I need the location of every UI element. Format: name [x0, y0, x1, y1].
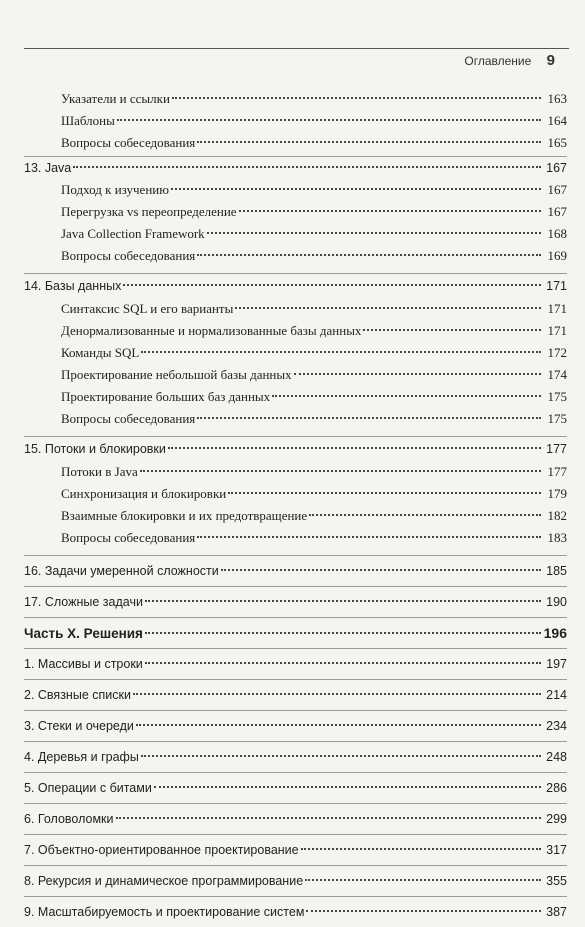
chapter-page: 185 [546, 564, 567, 578]
toc-entry [24, 408, 567, 430]
dot-leader [239, 209, 541, 212]
entry-page: 182 [547, 508, 567, 523]
dot-leader [306, 909, 541, 912]
entry-page: 167 [547, 182, 567, 197]
dot-leader [197, 416, 541, 419]
dot-leader [133, 692, 541, 695]
entry-page: 169 [547, 248, 567, 263]
entry-page: 167 [547, 204, 567, 219]
chapter-page: 299 [546, 812, 567, 826]
chapter-title: 8. Рекурсия и динамическое программирование [24, 874, 304, 888]
dot-leader [272, 394, 541, 397]
entry-page: 174 [547, 367, 567, 382]
dot-leader [228, 491, 541, 494]
chapter-title: 14. Базы данных [24, 279, 122, 293]
entry-title: Денормализованные и нормализованные базы данных [61, 323, 362, 338]
page-number: 9 [546, 52, 555, 69]
toc-entry [24, 320, 567, 342]
entry-page: 165 [547, 135, 567, 150]
chapter-title: 5. Операции с битами [24, 781, 152, 795]
dot-leader [171, 187, 541, 190]
chapter-title: 1. Массивы и строки [24, 657, 143, 671]
toc-chapter [24, 741, 567, 772]
chapter-title: 3. Стеки и очереди [24, 719, 134, 733]
chapter-page: 355 [546, 874, 567, 888]
entry-page: 177 [547, 464, 567, 479]
chapter-page: 248 [546, 750, 567, 764]
toc-entry [24, 179, 567, 201]
chapter-page: 234 [546, 719, 567, 733]
entry-title: Синтаксис SQL и его варианты [61, 301, 234, 316]
entry-title: Вопросы собеседования [61, 135, 196, 150]
chapter-page: 214 [546, 688, 567, 702]
entry-title: Вопросы собеседования [61, 411, 196, 426]
chapter-title: 7. Объектно-ориентированное проектирование [24, 843, 299, 857]
dot-leader [197, 140, 541, 143]
chapter-page: 317 [546, 843, 567, 857]
toc-entry [24, 245, 567, 267]
toc-entry [24, 342, 567, 364]
chapter-title: 16. Задачи умеренной сложности [24, 564, 219, 578]
dot-leader [123, 283, 541, 286]
chapter-title: 9. Масштабируемость и проектирование систем [24, 905, 305, 919]
chapter-title: 6. Головоломки [24, 812, 114, 826]
dot-leader [136, 723, 541, 726]
chapter-page: 167 [546, 161, 567, 175]
toc-chapter [24, 555, 567, 586]
part-page: 196 [543, 625, 567, 641]
toc-entry [24, 364, 567, 386]
chapter-title: 13. Java [24, 161, 72, 175]
dot-leader [141, 350, 541, 353]
dot-leader [73, 165, 541, 168]
chapter-page: 177 [546, 442, 567, 456]
entry-page: 172 [547, 345, 567, 360]
entry-title: Вопросы собеседования [61, 530, 196, 545]
toc-chapter [24, 156, 567, 179]
toc-entry [24, 461, 567, 483]
toc-entry [24, 223, 567, 245]
toc-entry [24, 386, 567, 408]
chapter-page: 171 [546, 279, 567, 293]
toc-entry [24, 527, 567, 549]
entry-page: 175 [547, 411, 567, 426]
dot-leader [305, 878, 541, 881]
dot-leader [168, 446, 541, 449]
part-title: Часть X. Решения [24, 626, 143, 641]
dot-leader [154, 785, 541, 788]
dot-leader [140, 469, 541, 472]
dot-leader [301, 847, 541, 850]
dot-leader [145, 599, 541, 602]
entry-title: Перегрузка vs переопределение [61, 204, 237, 219]
toc-entry [24, 201, 567, 223]
toc-chapter [24, 679, 567, 710]
entry-page: 175 [547, 389, 567, 404]
toc-entry [24, 132, 567, 154]
toc-part [24, 617, 567, 648]
toc-chapter [24, 803, 567, 834]
chapter-page: 197 [546, 657, 567, 671]
dot-leader [363, 328, 541, 331]
dot-leader [294, 372, 541, 375]
entry-title: Проектирование небольшой базы данных [61, 367, 292, 382]
entry-page: 179 [547, 486, 567, 501]
toc-chapter [24, 586, 567, 617]
dot-leader [235, 306, 541, 309]
chapter-page: 190 [546, 595, 567, 609]
entry-title: Подход к изучению [61, 182, 169, 197]
chapter-title: 2. Связные списки [24, 688, 131, 702]
entry-page: 168 [547, 226, 567, 241]
toc-entry [24, 505, 567, 527]
dot-leader [145, 631, 541, 634]
table-of-contents [24, 88, 567, 927]
chapter-title: 4. Деревья и графы [24, 750, 139, 764]
dot-leader [172, 96, 541, 99]
entry-title: Команды SQL [61, 345, 140, 360]
chapter-title: 17. Сложные задачи [24, 595, 143, 609]
toc-chapter [24, 865, 567, 896]
dot-leader [116, 816, 541, 819]
chapter-page: 387 [546, 905, 567, 919]
running-head [464, 52, 555, 69]
entry-title: Потоки в Java [61, 464, 138, 479]
dot-leader [197, 535, 541, 538]
toc-chapter [24, 772, 567, 803]
dot-leader [197, 253, 541, 256]
toc-chapter [24, 896, 567, 927]
dot-leader [145, 661, 541, 664]
toc-chapter [24, 834, 567, 865]
entry-page: 163 [547, 91, 567, 106]
entry-page: 183 [547, 530, 567, 545]
entry-title: Шаблоны [61, 113, 115, 128]
dot-leader [117, 118, 541, 121]
chapter-page: 286 [546, 781, 567, 795]
entry-page: 171 [547, 323, 567, 338]
chapter-title: 15. Потоки и блокировки [24, 442, 166, 456]
dot-leader [141, 754, 541, 757]
entry-title: Взаимные блокировки и их предотвращение [61, 508, 308, 523]
entry-title: Указатели и ссылки [61, 91, 170, 106]
toc-entry [24, 110, 567, 132]
dot-leader [207, 231, 541, 234]
dot-leader [309, 513, 541, 516]
toc-entry [24, 88, 567, 110]
toc-chapter [24, 648, 567, 679]
header-rule [24, 48, 569, 49]
entry-title: Вопросы собеседования [61, 248, 196, 263]
entry-title: Синхронизация и блокировки [61, 486, 227, 501]
toc-chapter [24, 273, 567, 298]
running-head-title: Оглавление [464, 54, 532, 68]
toc-entry [24, 483, 567, 505]
entry-title: Проектирование больших баз данных [61, 389, 271, 404]
entry-page: 171 [547, 301, 567, 316]
toc-chapter [24, 436, 567, 461]
toc-entry [24, 298, 567, 320]
entry-page: 164 [547, 113, 567, 128]
entry-title: Java Collection Framework [61, 226, 205, 241]
toc-chapter [24, 710, 567, 741]
dot-leader [221, 568, 541, 571]
